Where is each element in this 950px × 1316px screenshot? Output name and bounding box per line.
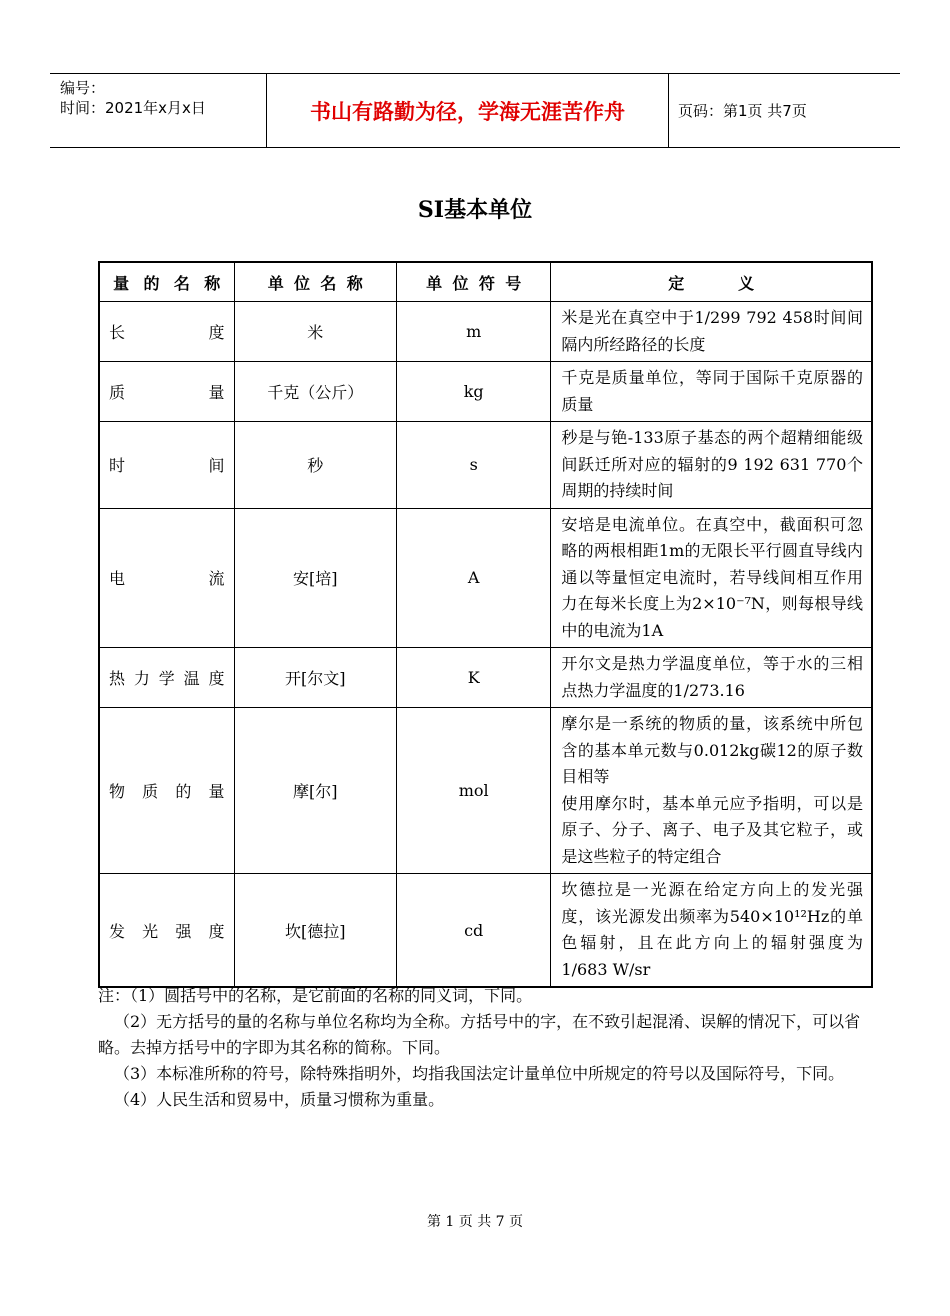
header-unit-text: 单 位 名 称 xyxy=(267,273,363,293)
header-divider-2 xyxy=(668,74,669,147)
quantity-name: 热 力 学 温 度 xyxy=(109,669,225,688)
cell-unit: 米 xyxy=(234,302,396,362)
note-4: （4）人民生活和贸易中，质量习惯称为重量。 xyxy=(114,1090,445,1109)
cell-symbol: K xyxy=(396,648,550,708)
cell-unit: 安[培] xyxy=(234,508,396,648)
cell-symbol: s xyxy=(396,422,550,509)
table-row xyxy=(99,362,872,422)
table-row xyxy=(99,422,872,509)
table-row xyxy=(99,874,872,988)
cell-definition xyxy=(551,422,872,509)
cell-symbol: mol xyxy=(396,708,550,874)
table-row xyxy=(99,648,872,708)
header-definition-text: 定 义 xyxy=(668,273,755,293)
cell-unit: 千克（公斤） xyxy=(234,362,396,422)
doc-time-label: 时间：2021年x月x日 xyxy=(60,99,206,117)
quantity-name: 发 光 强 度 xyxy=(109,921,225,941)
cell-unit: 秒 xyxy=(234,422,396,509)
cell-quantity xyxy=(99,362,234,422)
table-header-row xyxy=(99,262,872,302)
cell-definition xyxy=(551,708,872,874)
cell-quantity xyxy=(99,422,234,509)
definition-text: 坎德拉是一光源在给定方向上的发光强度，该光源发出频率为540×10¹²Hz的单色辐射，且在此方向上的辐射强度为1/683 W/sr xyxy=(561,880,863,979)
definition-text: 使用摩尔时，基本单元应予指明，可以是原子、分子、离子、电子及其它粒子，或是这些粒子的特定组合 xyxy=(561,793,863,866)
definition-text: 千克是质量单位，等同于国际千克原器的质量 xyxy=(561,368,863,414)
page-header xyxy=(50,73,900,148)
definition-text: 秒是与铯-133原子基态的两个超精细能级间跃迁所对应的辐射的9 192 631 770个周期的持续时间 xyxy=(561,428,863,500)
header-definition xyxy=(551,262,872,302)
cell-definition xyxy=(551,302,872,362)
cell-definition xyxy=(551,874,872,988)
si-units-table xyxy=(98,261,873,988)
cell-unit: 坎[德拉] xyxy=(234,874,396,988)
cell-quantity xyxy=(99,648,234,708)
cell-quantity xyxy=(99,874,234,988)
note-1: 注：（1）圆括号中的名称，是它前面的名称的同义词，下同。 xyxy=(98,986,533,1005)
quantity-name: 物 质 的 量 xyxy=(109,782,225,801)
cell-symbol: kg xyxy=(396,362,550,422)
header-unit xyxy=(234,262,396,302)
header-page-label: 页码：第1页 共7页 xyxy=(678,102,807,120)
header-quantity xyxy=(99,262,234,302)
page-footer: 第 1 页 共 7 页 xyxy=(426,1214,524,1230)
page-title: SI基本单位 xyxy=(417,197,533,223)
cell-definition xyxy=(551,508,872,648)
cell-definition xyxy=(551,362,872,422)
cell-unit: 摩[尔] xyxy=(234,708,396,874)
quantity-name: 电 流 xyxy=(109,569,225,589)
definition-text: 摩尔是一系统的物质的量，该系统中所包含的基本单元数与0.012kg碳12的原子数目相等 xyxy=(561,714,863,786)
header-symbol-text: 单 位 符 号 xyxy=(426,273,522,293)
doc-number-label: 编号： xyxy=(60,79,106,97)
quantity-name: 长 度 xyxy=(109,323,225,342)
notes xyxy=(98,983,868,1113)
header-meta xyxy=(60,78,265,118)
cell-unit: 开[尔文] xyxy=(234,648,396,708)
cell-definition xyxy=(551,648,872,708)
table-row xyxy=(99,708,872,874)
note-3: （3）本标准所称的符号，除特殊指明外，均指我国法定计量单位中所规定的符号以及国际符号，下同。 xyxy=(114,1064,845,1083)
table-body xyxy=(99,302,872,988)
cell-symbol: m xyxy=(396,302,550,362)
header-symbol xyxy=(396,262,550,302)
quantity-name: 时 间 xyxy=(109,456,225,476)
table-row xyxy=(99,508,872,648)
header-motto: 书山有路勤为径，学海无涯苦作舟 xyxy=(310,99,625,124)
cell-quantity xyxy=(99,508,234,648)
definition-text: 开尔文是热力学温度单位，等于水的三相点热力学温度的1/273.16 xyxy=(561,654,863,700)
definition-text: 安培是电流单位。在真空中，截面积可忽略的两根相距1m的无限长平行圆直导线内通以等量恒定电流时，若导线间相互作用力在每米长度上为2×10⁻⁷N，则每根导线中的电流为1A xyxy=(561,514,863,640)
quantity-name: 质 量 xyxy=(109,383,225,402)
cell-quantity xyxy=(99,708,234,874)
definition-text: 米是光在真空中于1/299 792 458时间间隔内所经路径的长度 xyxy=(561,308,863,354)
note-2: （2）无方括号的量的名称与单位名称均为全称。方括号中的字，在不致引起混淆、误解的情况下，可以省略。去掉方括号中的字即为其名称的简称。下同。 xyxy=(98,1012,861,1057)
header-quantity-text: 量 的 名 称 xyxy=(113,273,221,293)
cell-symbol: A xyxy=(396,508,550,648)
cell-symbol: cd xyxy=(396,874,550,988)
table-row xyxy=(99,302,872,362)
cell-quantity xyxy=(99,302,234,362)
